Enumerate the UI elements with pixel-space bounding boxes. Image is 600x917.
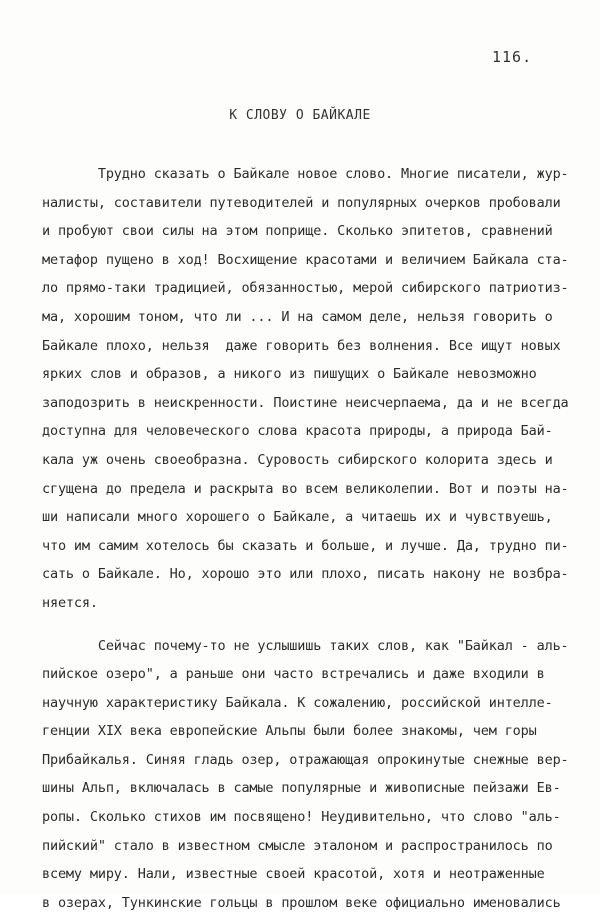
text-line: кала уж очень своеобразна. Суровость сибирского колорита здесь и bbox=[42, 451, 553, 468]
text-line bbox=[42, 618, 587, 632]
text-line: ма, хорошим тоном, что ли ... И на самом деле, нельзя говорить о bbox=[42, 308, 553, 325]
text-line: доступна для человеческого слова красота природы, а природа Бай- bbox=[42, 423, 553, 440]
text-line: ярких слов и образов, а никого из пишущих о Байкале невозможно bbox=[42, 366, 537, 383]
text-line: шины Альп, включалась в самые популярные и живописные пейзажи Ев- bbox=[42, 780, 561, 797]
text-line: Трудно сказать о Байкале новое слово. Многие писатели, жур- bbox=[42, 166, 569, 182]
text-line: научную характеристику Байкала. К сожалению, российской интелле- bbox=[42, 694, 553, 711]
text-line: всему миру. Нали, известные своей красотой, хотя и неотраженные bbox=[42, 866, 545, 883]
body-text bbox=[42, 160, 587, 917]
text-line: ропы. Сколько стихов им посвящено! Неудивительно, что слово "аль- bbox=[42, 809, 561, 826]
text-line: метафор пущено в ход! Восхищение красотами и величием Байкала ста- bbox=[42, 251, 569, 268]
text-line: налисты, составители путеводителей и популярных очерков пробовали bbox=[42, 194, 561, 211]
text-line: пийский" стало в известном смысле эталоном и распространилось по bbox=[42, 837, 553, 854]
text-line: няется. bbox=[42, 594, 98, 611]
text-line: Байкале плохо, нельзя даже говорить без волнения. Все ищут новых bbox=[42, 337, 561, 354]
text-line: что им самим хотелось бы сказать и больше, и лучше. Да, трудно пи- bbox=[42, 537, 569, 554]
page-title: К СЛОВУ О БАЙКАЛЕ bbox=[229, 108, 371, 123]
text-line: и пробуют свои силы на этом поприще. Сколько эпитетов, сравнений bbox=[42, 223, 553, 240]
text-line: ши написали много хорошего о Байкале, а читаешь их и чувствуешь, bbox=[42, 509, 553, 526]
text-line: Сейчас почему-то не услышишь таких слов, как "Байкал - аль- bbox=[42, 637, 569, 654]
text-line: Прибайкалья. Синяя гладь озер, отражающая опрокинутые снежные вер- bbox=[42, 751, 569, 768]
text-line: пийское озеро", а раньше они часто встречались и даже входили в bbox=[42, 666, 545, 683]
page-number: 116. bbox=[492, 48, 533, 66]
text-line: генции XIX века европейские Альпы были более знакомы, чем горы bbox=[42, 723, 537, 740]
text-line: ло прямо-таки традицией, обязанностью, мерой сибирского патриотиз- bbox=[42, 280, 569, 297]
text-line: сать о Байкале. Но, хорошо это или плохо, писать накону не возбра- bbox=[42, 566, 569, 583]
text-line: в озерах, Тункинские гольцы в прошлом веке официально именовались bbox=[42, 894, 561, 911]
text-line: сгущена до предела и раскрыта во всем великолепии. Вот и поэты на- bbox=[42, 480, 569, 497]
text-line: заподозрить в неискренности. Поистине неисчерпаема, да и не всегда bbox=[42, 394, 569, 411]
